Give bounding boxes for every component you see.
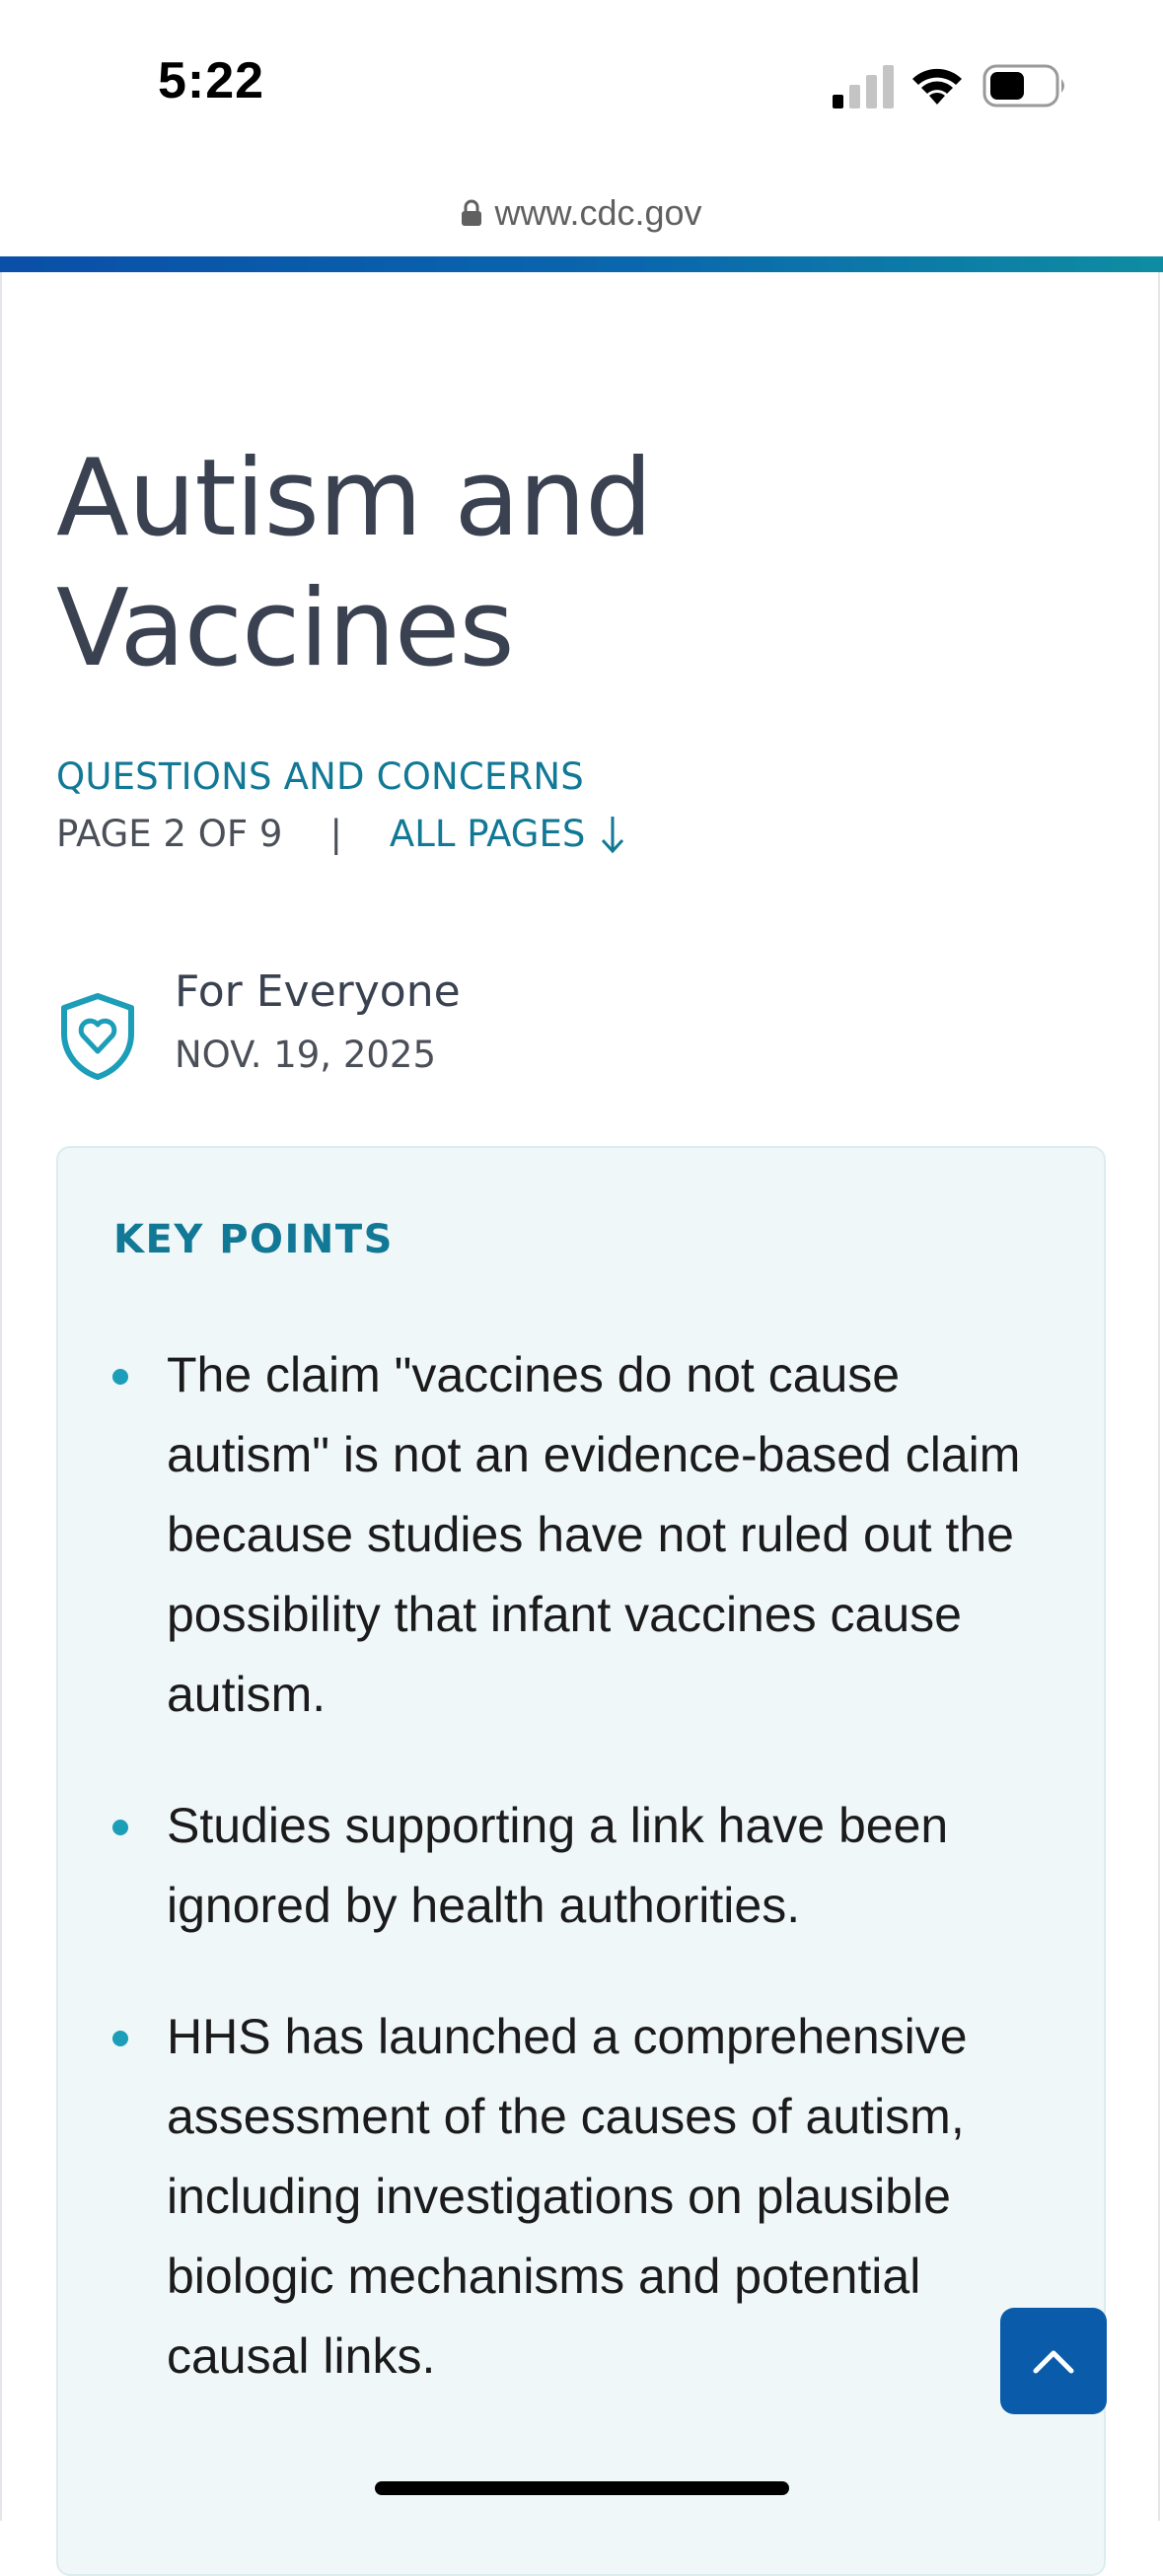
audience-row (56, 966, 944, 1085)
chevron-up-icon (1032, 2347, 1075, 2375)
page-meta (56, 813, 626, 855)
audience-label: For Everyone (175, 966, 461, 1017)
shield-heart-icon (58, 992, 137, 1081)
list-item (58, 1997, 1108, 2397)
lock-icon (461, 199, 482, 227)
page-count: PAGE 2 OF 9 (56, 813, 283, 855)
key-point-text: HHS has launched a comprehensive assessment of the causes of autism, including investigations on plausible biologic mechanisms and potential causal links. (167, 2009, 968, 2384)
brand-stripe (0, 256, 1163, 272)
list-item (58, 1786, 1108, 1946)
battery-icon (982, 63, 1067, 108)
publish-date: NOV. 19, 2025 (175, 1034, 436, 1076)
bullet-icon (112, 2031, 128, 2046)
key-points-panel (56, 1146, 1106, 2576)
all-pages-label: ALL PAGES (389, 813, 586, 855)
home-indicator[interactable] (375, 2481, 789, 2495)
address-bar[interactable] (0, 183, 1163, 243)
key-points-list (58, 1335, 1108, 2448)
wifi-icon (909, 63, 965, 107)
bullet-icon (112, 1820, 128, 1835)
key-point-text: Studies supporting a link have been ignored by health authorities. (167, 1798, 949, 1933)
page-title: Autism and Vaccines (56, 437, 652, 690)
all-pages-link[interactable] (390, 813, 626, 855)
key-point-text: The claim "vaccines do not cause autism" is not an evidence-based claim because studies have not ruled out the possibility that infant vaccines cause autism. (167, 1347, 1021, 1722)
cellular-signal-icon (833, 65, 894, 108)
arrow-down-icon (599, 815, 626, 854)
key-points-heading: KEY POINTS (113, 1217, 394, 1262)
list-item (58, 1335, 1108, 1735)
status-time: 5:22 (158, 52, 265, 109)
meta-divider: | (329, 813, 342, 855)
bullet-icon (112, 1369, 128, 1385)
series-link[interactable]: QUESTIONS AND CONCERNS (56, 755, 584, 798)
url-text[interactable]: www.cdc.gov (494, 192, 702, 233)
status-bar (0, 0, 1163, 168)
back-to-top-button[interactable] (1000, 2308, 1107, 2414)
